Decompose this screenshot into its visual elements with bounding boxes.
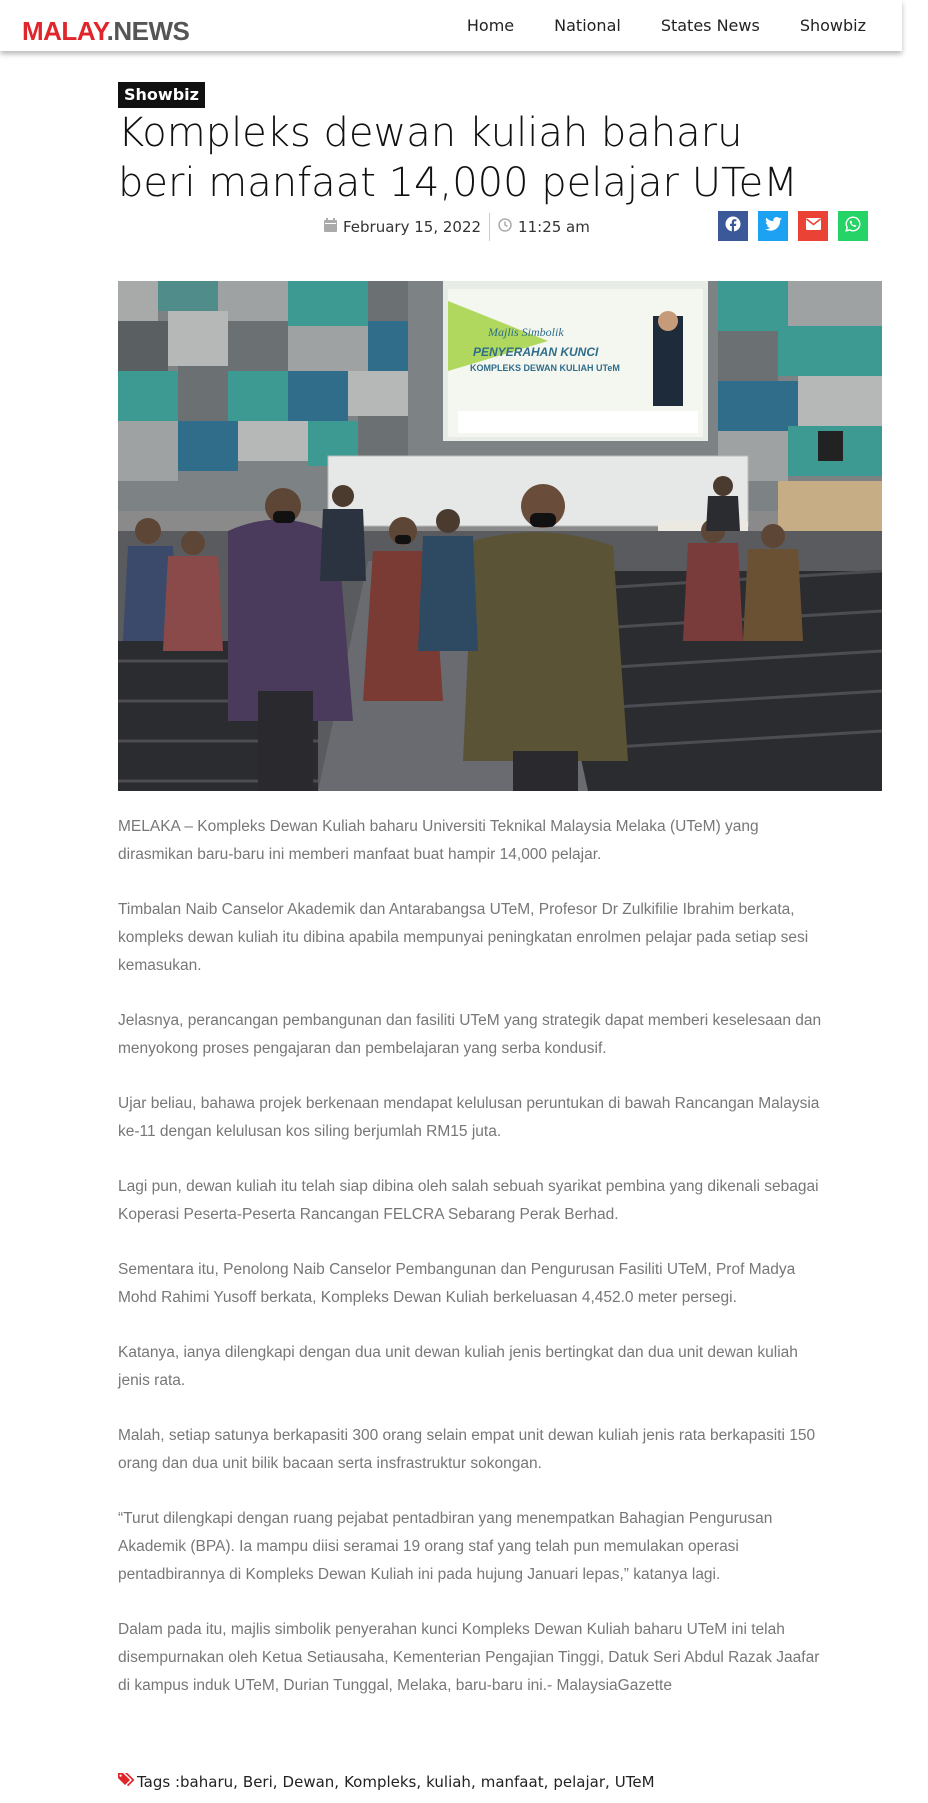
main-nav [427, 0, 866, 51]
article-date[interactable]: February 15, 2022 [343, 218, 482, 236]
tag-separator: , [605, 1772, 610, 1791]
share-facebook-button[interactable] [718, 211, 748, 241]
whatsapp-icon [845, 216, 861, 237]
tag-separator: , [334, 1772, 340, 1791]
tag-separator: , [416, 1772, 422, 1791]
nav-national[interactable]: National [554, 16, 621, 35]
tag-separator: , [543, 1772, 549, 1791]
tag-link[interactable]: pelajar [553, 1772, 605, 1791]
envelope-icon [806, 217, 821, 235]
article-paragraph: Timbalan Naib Canselor Akademik dan Antarabangsa UTeM, Profesor Dr Zulkifilie Ibrahim berkata, kompleks dewan kuliah itu dibina apabila mempunyai peningkatan enrolmen pelajar pada setiap sesi kemasukan. [118, 901, 809, 974]
article-body [118, 813, 828, 1727]
article-paragraph: Katanya, ianya dilengkapi dengan dua unit dewan kuliah jenis bertingkat dan dua unit dewan kuliah jenis rata. [118, 1344, 798, 1389]
site-logo[interactable] [22, 16, 189, 46]
article-paragraph: Lagi pun, dewan kuliah itu telah siap dibina oleh salah sebuah syarikat pembina yang dikenali sebagai Koperasi Peserta-Peserta Rancangan FELCRA Sebarang Perak Berhad. [118, 1178, 819, 1223]
article-paragraph: Dalam pada itu, majlis simbolik penyerahan kunci Kompleks Dewan Kuliah baharu UTeM ini telah disempurnakan oleh Ketua Setiausaha, Kementerian Pengajian Tinggi, Datuk Seri Abdul Razak Jaafar di kampus induk UTeM, Durian Tunggal, Melaka, baru-baru ini.- MalaysiaGazette [118, 1621, 820, 1694]
article-paragraph: Jelasnya, perancangan pembangunan dan fasiliti UTeM yang strategik dapat memberi keselesaan dan menyokong proses pengajaran dan pembelajaran yang serba kondusif. [118, 1012, 822, 1057]
nav-home[interactable]: Home [466, 16, 515, 35]
logo-text-primary: MALAY [22, 16, 107, 46]
facebook-icon [725, 216, 741, 237]
tag-link[interactable]: Dewan [282, 1772, 335, 1791]
article-paragraph: MELAKA – Kompleks Dewan Kuliah baharu Universiti Teknikal Malaysia Melaka (UTeM) yang dirasmikan baru-baru ini memberi manfaat buat hampir 14,000 pelajar. [118, 818, 759, 863]
tags-icon [118, 1772, 137, 1791]
article-paragraph: “Turut dilengkapi dengan ruang pejabat pentadbiran yang menempatkan Bahagian Pengurusan Akademik (BPA). Ia mampu diisi seramai 19 orang staf yang telah pun memulakan operasi pentadbirannya di Kompleks Dewan Kuliah ini pada hujung Januari lepas,” katanya lagi. [118, 1510, 773, 1583]
article-paragraph: Ujar beliau, bahawa projek berkenaan mendapat kelulusan peruntukan di bawah Rancangan Malaysia ke-11 dengan kelulusan kos siling berjumlah RM15 juta. [118, 1095, 820, 1140]
tag-separator: , [272, 1772, 278, 1791]
tag-link[interactable]: kuliah [426, 1772, 471, 1791]
svg-text:Majlis Simbolik: Majlis Simbolik [488, 325, 564, 339]
category-badge[interactable]: Showbiz [118, 82, 205, 108]
svg-text:PENYERAHAN KUNCI: PENYERAHAN KUNCI [473, 345, 599, 359]
article-paragraph: Malah, setiap satunya berkapasiti 300 orang selain empat unit dewan kuliah jenis rata berkapasiti 150 orang dan dua unit bilik bacaan serta insfrastruktur sokongan. [118, 1427, 816, 1472]
tag-separator: , [470, 1772, 476, 1791]
tag-link[interactable]: manfaat [480, 1772, 544, 1791]
featured-image-illustration [118, 281, 882, 791]
nav-showbiz[interactable]: Showbiz [799, 16, 866, 35]
tag-link[interactable]: Kompleks [344, 1772, 417, 1791]
tags-label: Tags : [137, 1772, 181, 1791]
featured-image [118, 281, 882, 791]
calendar-icon [324, 218, 343, 236]
share-email-button[interactable] [798, 211, 828, 241]
tag-link[interactable]: baharu [180, 1772, 234, 1791]
site-header [0, 0, 902, 51]
tag-separator: , [233, 1772, 238, 1791]
svg-text:KOMPLEKS DEWAN KULIAH UTeM: KOMPLEKS DEWAN KULIAH UTeM [470, 363, 620, 373]
share-twitter-button[interactable] [758, 211, 788, 241]
tag-link[interactable]: UTeM [614, 1772, 655, 1791]
meta-divider [489, 213, 490, 241]
logo-text-secondary: .NEWS [106, 16, 190, 46]
article-time: 11:25 am [518, 218, 590, 236]
nav-states-news[interactable]: States News [660, 16, 760, 35]
share-buttons [718, 211, 878, 241]
twitter-icon [765, 217, 782, 236]
article-title: Kompleks dewan kuliah baharu beri manfaat 14,000 pelajar UTeM [118, 110, 798, 206]
clock-icon [498, 218, 518, 236]
share-whatsapp-button[interactable] [838, 211, 868, 241]
tags-row [118, 1772, 655, 1791]
tag-link[interactable]: Beri [242, 1772, 273, 1791]
article-paragraph: Sementara itu, Penolong Naib Canselor Pembangunan dan Pengurusan Fasiliti UTeM, Prof Madya Mohd Rahimi Yusoff berkata, Kompleks Dewan Kuliah berkeluasan 4,452.0 meter persegi. [118, 1261, 796, 1306]
article-meta [324, 213, 590, 241]
